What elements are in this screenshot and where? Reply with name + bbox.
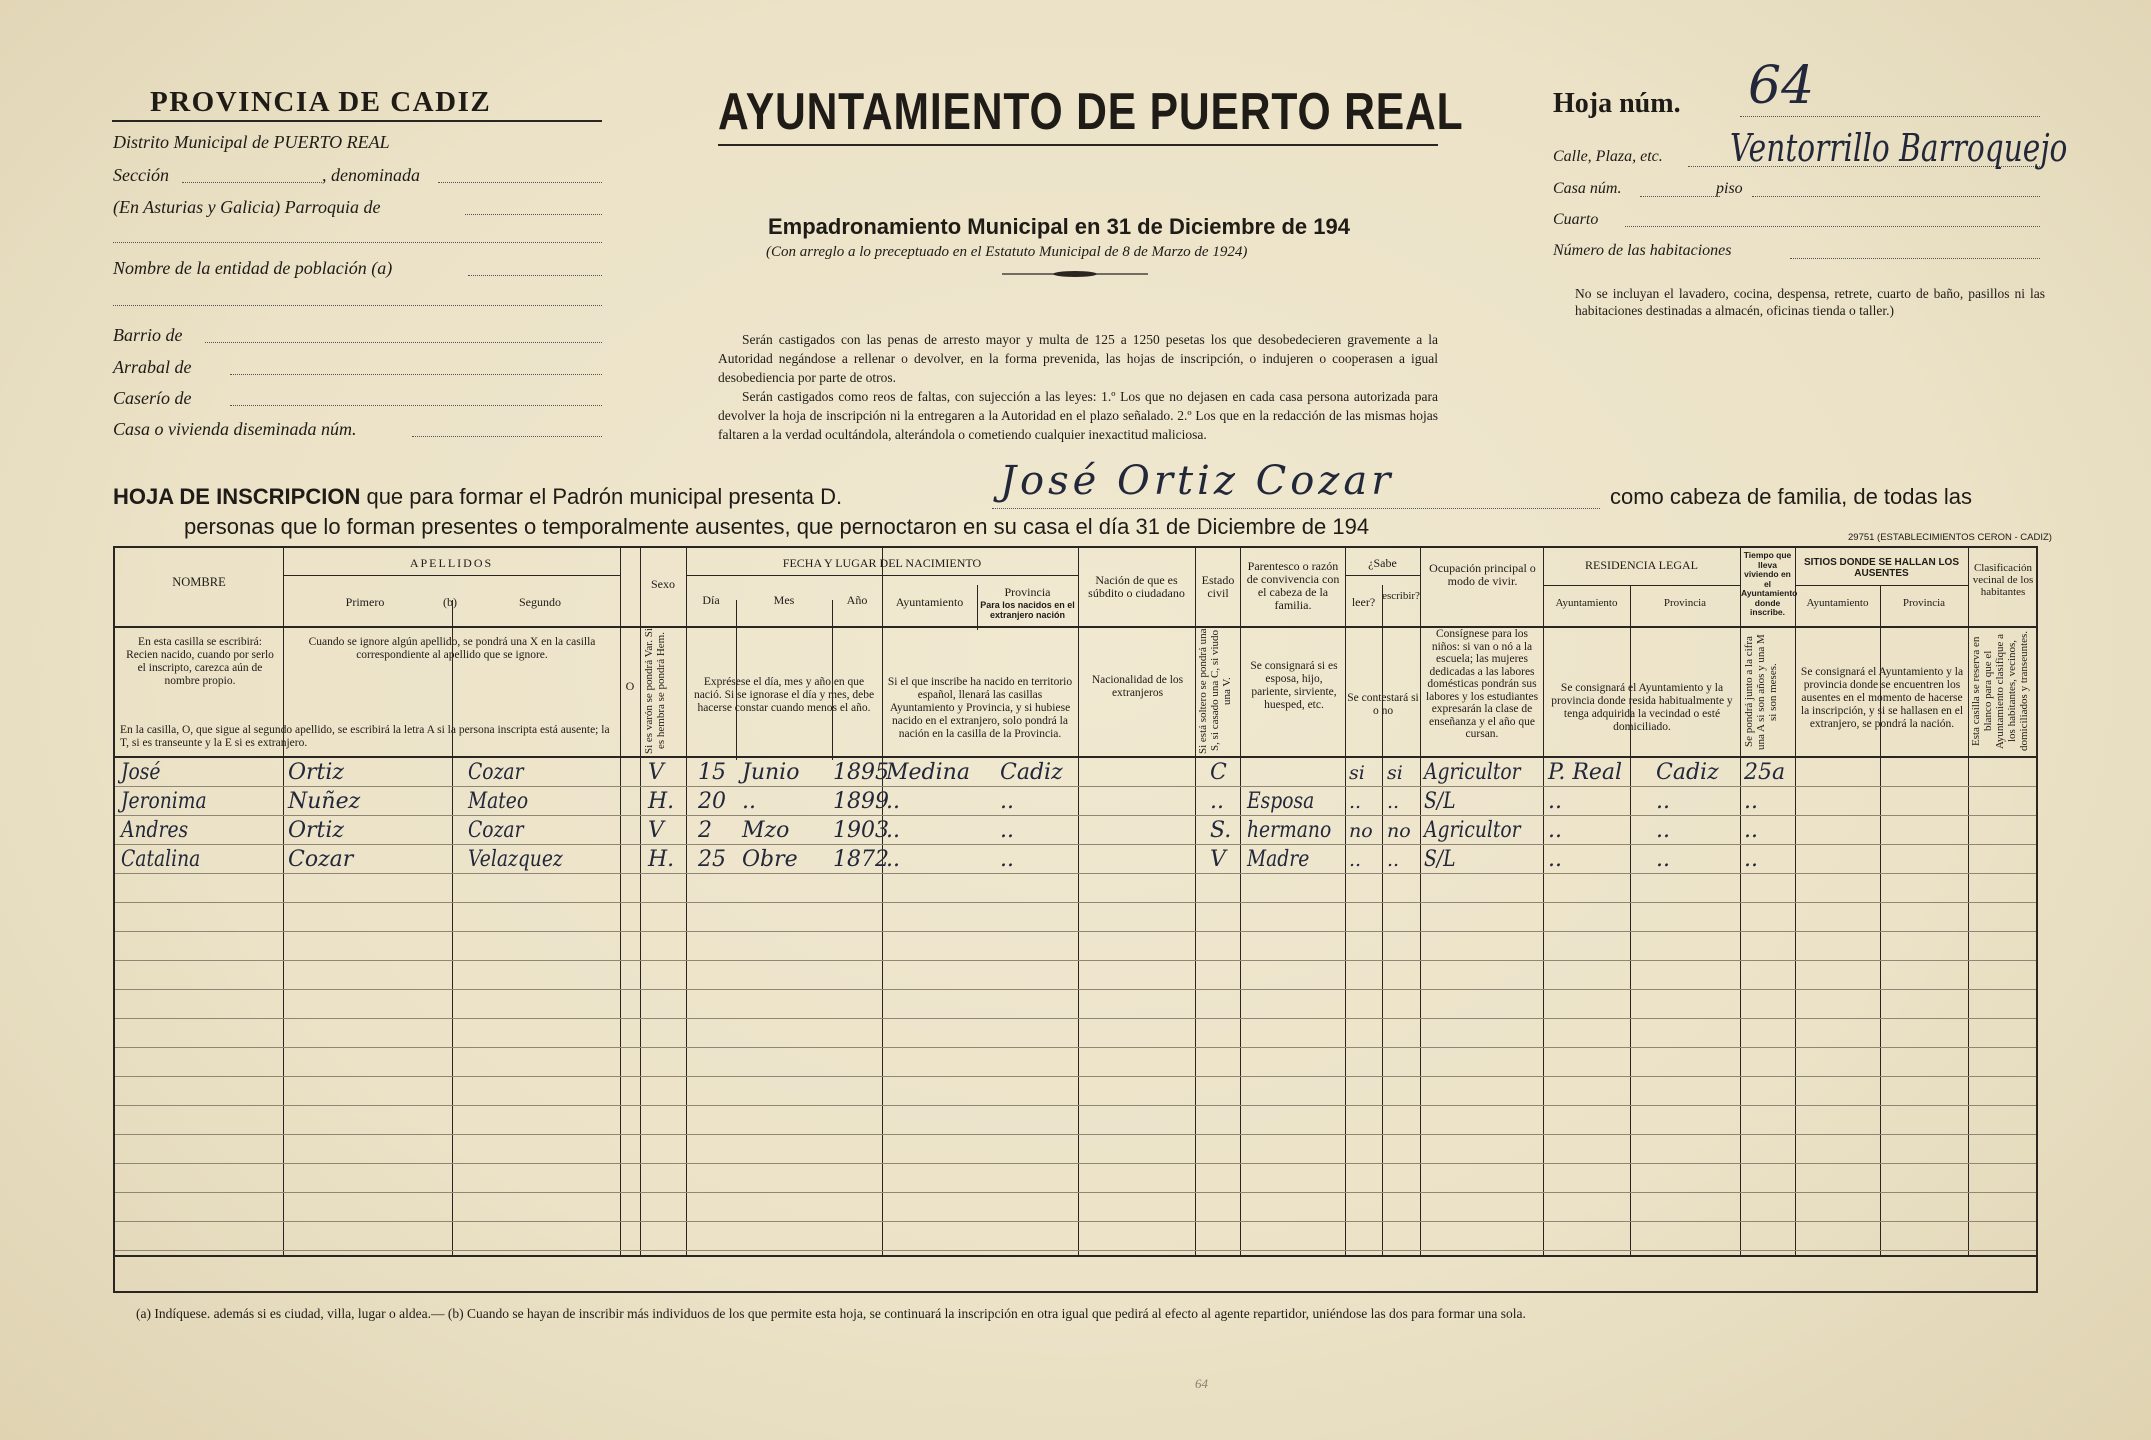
row-dia: 20 (698, 789, 726, 814)
row-nombre: Jeronima (121, 789, 207, 814)
casa-diseminada-line (412, 436, 602, 437)
fecha-divider (686, 575, 1078, 576)
row-estado: C (1210, 760, 1227, 785)
row-ayuntamiento: Medina (886, 760, 970, 785)
header-primero: Primero (345, 595, 385, 609)
row-ocupacion: Agricultor (1424, 760, 1521, 785)
header-ayuntamiento: Ayuntamiento (895, 595, 964, 609)
row-escribir: no (1387, 820, 1411, 842)
calle-label: Calle, Plaza, etc. (1553, 148, 1663, 165)
row-provincia: .. (1000, 818, 1014, 843)
casa-num-line (1640, 196, 1720, 197)
instr-sabe: Se contestará si o no (1347, 692, 1419, 717)
instr-o: O (625, 679, 635, 693)
row-res-ayuntamiento: .. (1548, 847, 1562, 872)
row-mes: Junio (742, 760, 800, 785)
header-sitios: SITIOS DONDE SE HALLAN LOS AUSENTES (1803, 557, 1959, 579)
instr-lugar: Si el que inscribe ha nacido en territorio español, llenará las casillas Ayuntamiento y Provincia, y si hubiese nacido en el extranjero, solo pondrá la nación en la casilla de la Provincia. (887, 676, 1073, 740)
apellidos-divider (283, 575, 620, 576)
row-nombre: Catalina (121, 847, 201, 872)
row-ocupacion: Agricultor (1424, 818, 1521, 843)
instr-parentesco: Se consignará si es esposa, hijo, pariente, sirviente, huesped, etc. (1250, 660, 1338, 711)
row-res-provincia: .. (1656, 847, 1670, 872)
col-line (452, 600, 453, 1255)
table-ruled-line (115, 1221, 2036, 1222)
hoja-num-line (1740, 116, 2040, 117)
inscripcion-line-1 (113, 484, 842, 510)
instr-tiempo: Se pondrá junto a la cifra una A si son años y una M si son meses. (1743, 634, 1779, 750)
caserio-label: Caserío de (113, 388, 192, 408)
instr-o-note: En la casilla, O, que sigue al segundo apellido, se escribirá la letra A si la persona inscripta está ausente; la T, si es transeunte y la E si es extranjero. (120, 724, 610, 749)
row-primero: Ortiz (288, 760, 345, 785)
table-bottom-strip (113, 1255, 2038, 1257)
row-mes: .. (742, 789, 756, 814)
row-parentesco: Esposa (1247, 789, 1315, 814)
header-sit-ayto: Ayuntamiento (1806, 597, 1869, 609)
row-ano: 1872 (833, 847, 889, 872)
piso-line (1752, 196, 2040, 197)
table-ruled-line (115, 1076, 2036, 1077)
distrito-label: Distrito Municipal de PUERTO REAL (113, 132, 390, 152)
row-mes: Obre (742, 847, 798, 872)
ayuntamiento-title: AYUNTAMIENTO DE PUERTO REAL (718, 83, 1464, 141)
table-ruled-line (115, 902, 2036, 903)
denominada-label: , denominada (322, 165, 420, 185)
seccion-line (182, 182, 322, 183)
row-provincia: .. (1000, 789, 1014, 814)
head-name-line (992, 508, 1600, 509)
header-residencia: RESIDENCIA LEGAL (1585, 558, 1698, 572)
penalties-text-1: Serán castigados con las penas de arresto mayor y multa de 125 a 1250 pesetas los que desobedecieren gravemente a la Autoridad negándose a rellenar o devolver, en la forma prevenida, las hojas de inscripción, o indujeren o cooperasen a igual desobediencia por parte de otros. (718, 332, 1438, 385)
habitaciones-line (1790, 258, 2040, 259)
row-estado: .. (1210, 789, 1224, 814)
header-tiempo: Tiempo que lleva viviendo en el Ayuntamiento donde inscribe. (1741, 550, 1798, 617)
row-parentesco: hermano (1247, 818, 1332, 843)
row-segundo: Cozar (468, 818, 524, 843)
ayuntamiento-underline (718, 144, 1438, 146)
row-ocupacion: S/L (1424, 789, 1456, 814)
table-ruled-line (115, 1250, 2036, 1251)
row-ayuntamiento: .. (886, 789, 900, 814)
table-ruled-line (115, 815, 2036, 816)
header-fecha-lugar: FECHA Y LUGAR DEL NACIMIENTO (782, 556, 982, 570)
row-primero: Cozar (288, 847, 354, 872)
hoja-num-label: Hoja núm. (1553, 88, 1681, 119)
row-res-ayuntamiento: P. Real (1548, 760, 1623, 785)
row-dia: 25 (698, 847, 726, 872)
row-tiempo: .. (1744, 789, 1758, 814)
row-leer: .. (1349, 791, 1362, 813)
header-clasificacion: Clasificación vecinal de los habitantes (1972, 562, 2034, 598)
head-name-value: José Ortiz Cozar (1000, 458, 1395, 504)
header-sit-prov: Provincia (1902, 597, 1946, 609)
col-line (1382, 585, 1383, 1255)
instr-clasificacion: Esta casilla se reserva en blanco para que el Ayuntamiento clasifique a los habitantes, vecinos, domiciliados y transeuntes. (1970, 630, 2030, 752)
table-ruled-line (115, 1105, 2036, 1106)
inscripcion-text-3: personas que lo forman presentes o temporalmente ausentes, que pernoctaron en su casa el día 31 de Diciembre de 194 (184, 514, 1370, 539)
row-ano: 1895 (833, 760, 889, 785)
row-estado: V (1210, 847, 1226, 872)
instr-residencia: Se consignará el Ayuntamiento y la provincia donde resida habitualmente y tenga adquirida la vecindad o esté domiciliado. (1551, 682, 1733, 733)
row-ocupacion: S/L (1424, 847, 1456, 872)
row-sexo: V (648, 760, 664, 785)
row-mes: Mzo (742, 818, 790, 843)
row-escribir: si (1387, 762, 1403, 784)
instruction-row-divider (113, 756, 2038, 758)
table-ruled-line (115, 989, 2036, 990)
header-apellidos: APELLIDOS (409, 556, 494, 570)
entidad-label: Nombre de la entidad de población (a) (113, 258, 393, 278)
row-res-ayuntamiento: .. (1548, 789, 1562, 814)
header-provincia-note: Para los nacidos en el extranjero nación (980, 600, 1075, 620)
parroquia-label: (En Asturias y Galicia) Parroquia de (113, 197, 381, 217)
row-ayuntamiento: .. (886, 847, 900, 872)
habitaciones-label: Número de las habitaciones (1553, 242, 1732, 259)
empadronamiento-title: Empadronamiento Municipal en 31 de Diciembre de 194 (768, 214, 1350, 239)
row-segundo: Velazquez (468, 847, 563, 872)
header-ocupacion: Ocupación principal o modo de vivir. (1429, 561, 1536, 588)
row-leer: no (1349, 820, 1373, 842)
row-estado: S. (1210, 818, 1232, 843)
table-ruled-line (115, 931, 2036, 932)
hoja-num-value: 64 (1748, 56, 1815, 116)
ornament-divider (1000, 268, 1150, 280)
cuarto-line (1625, 226, 2040, 227)
header-escribir: escribir? (1382, 590, 1420, 602)
piso-label: piso (1716, 180, 1743, 197)
parroquia-line-2 (113, 242, 602, 243)
row-provincia: .. (1000, 847, 1014, 872)
arrabal-label: Arrabal de (113, 357, 192, 377)
row-res-provincia: .. (1656, 818, 1670, 843)
instr-sitios: Se consignará el Ayuntamiento y la provincia donde se encuentren los ausentes en el momento de hacerse la inscripción, y si se hallasen en el extranjero, se pondrá la nación. (1800, 666, 1964, 730)
table-ruled-line (115, 1018, 2036, 1019)
instr-fecha: Exprésese el día, mes y año en que nació. Si se ignorase el día y mes, debe hacerse constar cuando menos el año. (693, 676, 875, 714)
row-escribir: .. (1387, 791, 1400, 813)
header-nombre: NOMBRE (172, 575, 226, 589)
header-sexo: Sexo (651, 577, 675, 591)
seccion-label: Sección (113, 165, 169, 185)
row-ano: 1899 (833, 789, 889, 814)
sitios-divider (1795, 585, 1968, 586)
sabe-divider (1345, 575, 1420, 576)
inscripcion-lead: HOJA DE INSCRIPCION (113, 484, 361, 509)
row-ayuntamiento: .. (886, 818, 900, 843)
row-provincia: Cadiz (1000, 760, 1063, 785)
instr-sexo: Si es varón se pondrá Var. Si es hembra se pondrá Hem. (643, 628, 667, 754)
table-ruled-line (115, 1192, 2036, 1193)
row-segundo: Cozar (468, 760, 524, 785)
instr-apellidos: Cuando se ignore algún apellido, se pondrá una X en la casilla correspondiente al apellido que se ignore. (308, 636, 596, 661)
table-ruled-line (115, 786, 2036, 787)
inscripcion-text-1: que para formar el Padrón municipal presenta D. (366, 484, 843, 509)
casa-diseminada-label: Casa o vivienda diseminada núm. (113, 419, 357, 439)
row-leer: si (1349, 762, 1365, 784)
provincia-underline (112, 120, 602, 122)
printer-mark: 29751 (ESTABLECIMIENTOS CERON - CADIZ) (1848, 532, 2052, 543)
barrio-label: Barrio de (113, 325, 183, 345)
header-res-ayto: Ayuntamiento (1555, 597, 1618, 609)
header-segundo: Segundo (519, 595, 561, 609)
header-provincia: Provincia (1004, 585, 1051, 599)
denominada-line (438, 182, 602, 183)
header-row-divider (113, 626, 2038, 628)
table-ruled-line (115, 1047, 2036, 1048)
row-nombre: Andres (121, 818, 189, 843)
table-ruled-line (115, 1163, 2036, 1164)
row-tiempo: .. (1744, 818, 1758, 843)
table-ruled-line (115, 960, 2036, 961)
page-mark: 64 (1195, 1376, 1208, 1391)
instr-ocupacion: Consígnese para los niños: si van o nó a la escuela; las mujeres dedicadas a las labores domésticas pondrán sus labores y los estudiantes expresarán la clase de enseñanza y el año que cursan. (1425, 628, 1539, 740)
entidad-line (468, 275, 602, 276)
calle-value: Ventorrillo Barroquejo (1730, 126, 2068, 170)
row-tiempo: .. (1744, 847, 1758, 872)
header-sabe: ¿Sabe (1368, 556, 1397, 570)
header-parentesco: Parentesco o razón de convivencia con el cabeza de la familia. (1246, 559, 1340, 612)
row-sexo: V (648, 818, 664, 843)
row-leer: .. (1349, 849, 1362, 871)
row-primero: Nuñez (288, 789, 361, 814)
barrio-line (205, 342, 602, 343)
row-primero: Ortiz (288, 818, 345, 843)
entidad-line-2 (113, 305, 602, 306)
casa-num-label: Casa núm. (1553, 180, 1622, 197)
row-dia: 15 (698, 760, 726, 785)
instr-nombre: En esta casilla se escribirá: Recien nacido, cuando por serlo el inscripto, carezca aún de nombre propio. (126, 636, 274, 687)
row-tiempo: 25a (1744, 760, 1786, 785)
penalties-text-2: Serán castigados como reos de faltas, con sujección a las leyes: 1.º Los que no dejasen en cada casa persona autorizada para devolver la hoja de inscripción ni la entregaren a la Autoridad en el plazo señalado. 2.º Los que en la redacción de las mismas hojas faltaren a la verdad ocultándola, alterándola o cometiendo cualquier inexactitud maliciosa. (718, 389, 1438, 442)
parroquia-line (465, 214, 602, 215)
table-ruled-line (115, 873, 2036, 874)
header-nacion: Nación de que es súbdito o ciudadano (1088, 573, 1185, 600)
header-res-prov: Provincia (1663, 597, 1707, 609)
instr-estado: Si está soltero se pondrá una S, si casado una C, si viudo una V. (1197, 628, 1233, 754)
table-ruled-line (115, 844, 2036, 845)
row-nombre: José (121, 760, 161, 785)
empadronamiento-subtitle: (Con arreglo a lo preceptuado en el Estatuto Municipal de 8 de Marzo de 1924) (766, 244, 1248, 260)
habitaciones-note: No se incluyan el lavadero, cocina, despensa, retrete, cuarto de baño, pasillos ni las habitaciones destinadas a almacén, oficinas tienda o taller.) (1575, 286, 2045, 318)
row-res-provincia: .. (1656, 789, 1670, 814)
row-ano: 1903 (833, 818, 889, 843)
row-sexo: H. (648, 789, 675, 814)
row-res-provincia: Cadiz (1656, 760, 1719, 785)
row-segundo: Mateo (468, 789, 529, 814)
row-parentesco: Madre (1247, 847, 1310, 872)
cuarto-label: Cuarto (1553, 211, 1599, 228)
header-mes: Mes (773, 593, 795, 607)
row-res-ayuntamiento: .. (1548, 818, 1562, 843)
table-ruled-line (115, 1134, 2036, 1135)
row-sexo: H. (648, 847, 675, 872)
header-b: (b) (443, 595, 457, 609)
inscripcion-text-2: como cabeza de familia, de todas las (1610, 484, 1972, 509)
header-estado: Estado civil (1201, 573, 1235, 600)
provincia-title: PROVINCIA DE CADIZ (150, 86, 492, 118)
instr-nacion: Nacionalidad de los extranjeros (1091, 674, 1184, 699)
caserio-line (230, 405, 602, 406)
header-dia: Día (702, 593, 720, 607)
row-dia: 2 (698, 818, 712, 843)
header-ano: Año (846, 593, 868, 607)
header-leer: leer? (1351, 595, 1376, 609)
footer-note: (a) Indíquese. además si es ciudad, villa, lugar o aldea.— (b) Cuando se hayan de inscribir más individuos de los que permite esta hoja, se continuará la inscripción en otra igual que pedirá al efecto al agente repartidor, uniéndose las dos para formar una sola. (136, 1306, 1526, 1321)
arrabal-line (230, 374, 602, 375)
row-escribir: .. (1387, 849, 1400, 871)
residencia-divider (1543, 585, 1740, 586)
